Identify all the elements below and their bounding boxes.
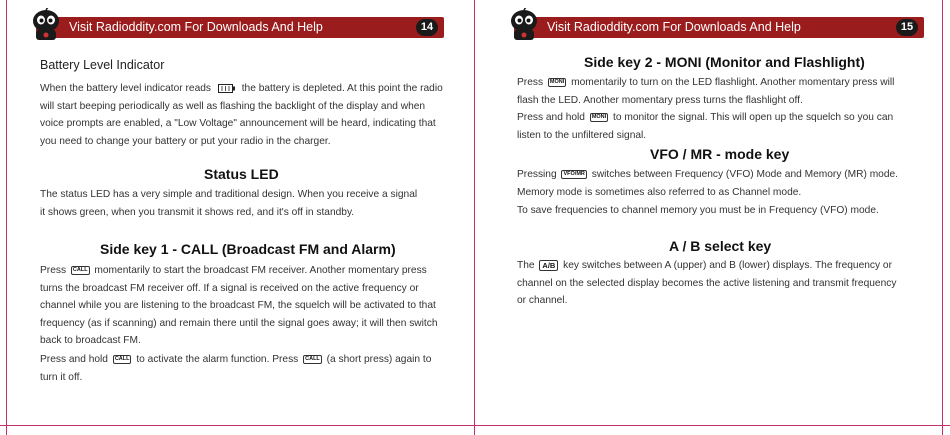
moni-key-icon: MONI xyxy=(549,78,565,85)
side-key2-heading: Side key 2 - MONI (Monitor and Flashlight) xyxy=(584,54,865,70)
left-page xyxy=(8,0,470,425)
ab-key-icon: A/B xyxy=(539,260,558,271)
vfo-mr-line-3: To save frequencies to channel memory you must be in Frequency (VFO) mode. xyxy=(517,205,879,216)
ab-key-paragraph: The A/B key switches between A (upper) and B (lower) displays. The frequency or channel on the selected display becomes the active listening and transmit frequency or channel. xyxy=(517,260,897,307)
vfo-mr-heading: VFO / MR - mode key xyxy=(650,146,790,162)
left-page-edge xyxy=(6,0,7,435)
vfo-mr-line-1: Pressing VFO/MR switches between Frequency (VFO) Mode and Memory (MR) mode. xyxy=(517,169,899,180)
side-key2-monitor-paragraph: Press and hold MONI to monitor the signal. This will open up the squelch so you can listen to the unfiltered signal. xyxy=(517,112,894,141)
battery-paragraph: When the battery level indicator reads the battery is depleted. At this point the radio will start beeping periodically as well as flashing the backlight of the display and when voice prompts are enabled, a "Low Voltage" announcement will be heard, indicating that you need to change your battery or put your radio in the charger. xyxy=(40,83,443,147)
vfo-mr-line-2: Memory mode is sometimes also referred to as Channel mode. xyxy=(517,187,802,198)
side-key1-paragraph: Press CALL momentarily to start the broadcast FM receiver. Another momentary press turns the broadcast FM receiver off. If a signal is received on the active frequency or channel while you are listening to the broadcast FM, the squelch will be activated to that frequency (as if scanning) and remain there until the signal goes away; it will then switch back to broadcast FM. xyxy=(40,265,438,347)
center-fold-line xyxy=(474,0,475,435)
call-key-icon: CALL xyxy=(305,355,320,362)
status-led-paragraph: The status LED has a very simple and traditional design. When you receive a signal it shows green, when you transmit it shows red, and it's off in standby. xyxy=(40,189,418,218)
right-page xyxy=(480,0,942,425)
ab-key-heading: A / B select key xyxy=(669,238,772,254)
page-number: 15 xyxy=(896,19,918,36)
page-number: 14 xyxy=(416,19,438,36)
call-key-icon: CALL xyxy=(114,355,130,362)
banner-text: Visit Radioddity.com For Downloads And Help xyxy=(69,20,323,34)
banner-text: Visit Radioddity.com For Downloads And Help xyxy=(547,20,801,34)
vfo-mr-key-icon: VFO/MR xyxy=(563,170,585,177)
robot-mascot-icon xyxy=(506,8,542,42)
right-page-edge xyxy=(942,0,943,435)
side-key1-heading: Side key 1 - CALL (Broadcast FM and Alarm) xyxy=(100,241,396,257)
bottom-trim-line xyxy=(0,425,950,426)
call-key-icon: CALL xyxy=(72,266,88,273)
robot-mascot-icon xyxy=(28,8,64,42)
side-key2-paragraph: Press MONI momentarily to turn on the LED flashlight. Another momentary press will flash the LED. Another momentary press turns the flashlight off. xyxy=(517,77,895,106)
battery-empty-icon xyxy=(218,84,235,93)
side-key1-alarm-paragraph: Press and hold CALL to activate the alarm function. Press CALL (a short press) again to turn it off. xyxy=(40,354,432,383)
battery-heading: Battery Level Indicator xyxy=(40,58,165,72)
status-led-heading: Status LED xyxy=(204,166,279,182)
moni-key-icon: MONI xyxy=(591,113,607,120)
header-banner xyxy=(514,17,924,38)
header-banner xyxy=(36,17,444,38)
